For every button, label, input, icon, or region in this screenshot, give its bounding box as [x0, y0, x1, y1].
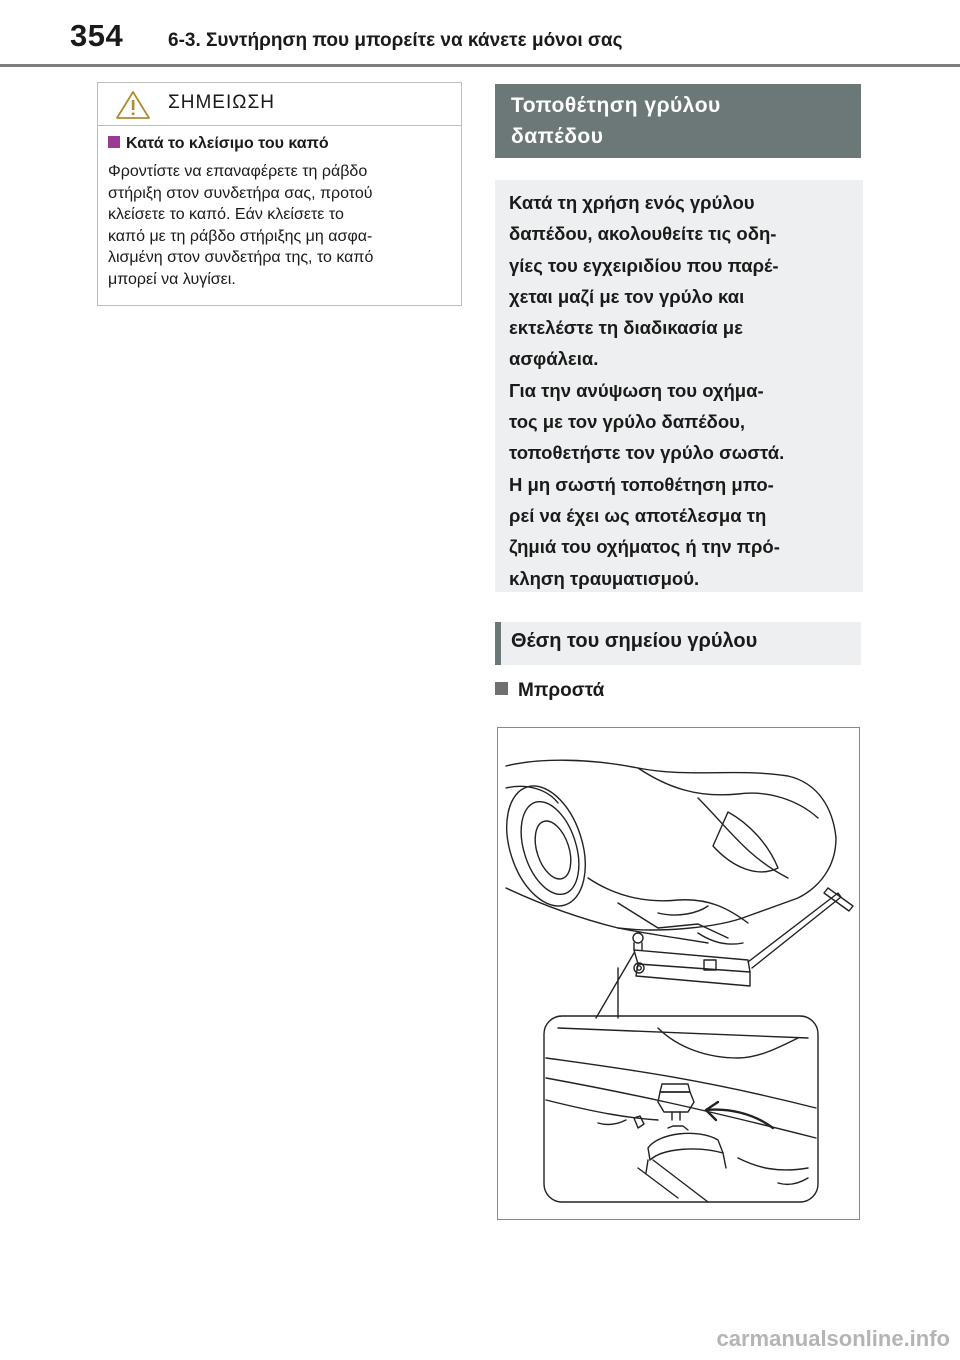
- intro-line: γίες του εγχειριδίου που παρέ-: [509, 254, 779, 276]
- intro-line: ρεί να έχει ως αποτέλεσμα τη: [509, 504, 767, 526]
- notice-header: [98, 83, 461, 126]
- notice-subtitle-text: Κατά το κλείσιμο του καπό: [126, 135, 329, 152]
- intro-line: ζημιά του οχήματος ή την πρό-: [509, 536, 780, 558]
- notice-line: στήριξη στον συνδετήρα σας, προτού: [108, 184, 373, 202]
- notice-body: [108, 161, 453, 290]
- intro-line: εκτελέστε τη διαδικασία με: [509, 317, 743, 339]
- jack-illustration-svg: [498, 728, 859, 1219]
- front-label: [495, 680, 604, 702]
- notice-box: [97, 82, 462, 306]
- notice-subtitle: [108, 135, 329, 153]
- page-number: 354: [70, 18, 124, 53]
- intro-line: ασφάλεια.: [509, 348, 599, 370]
- notice-line: μπορεί να λυγίσει.: [108, 270, 236, 288]
- page-header: [0, 0, 960, 66]
- header-divider: [0, 64, 960, 67]
- intro-line: τοποθετήστε τον γρύλο σωστά.: [509, 442, 785, 464]
- intro-box: [495, 180, 863, 592]
- square-bullet-icon: [108, 136, 120, 148]
- intro-line: χεται μαζί με τον γρύλο και: [509, 285, 745, 307]
- notice-title: ΣΗΜΕΙΩΣΗ: [168, 92, 275, 113]
- section-title-line: Τοποθέτηση γρύλου: [511, 94, 721, 117]
- section-title-line: δαπέδου: [511, 125, 604, 148]
- front-label-text: Μπροστά: [518, 680, 605, 701]
- warning-triangle-icon: [114, 89, 152, 126]
- jack-point-illustration: [497, 727, 860, 1220]
- footer-watermark: carmanualsonline.info: [716, 1326, 950, 1351]
- intro-line: δαπέδου, ακολουθείτε τις οδη-: [509, 223, 777, 245]
- square-bullet-icon: [495, 682, 508, 695]
- notice-line: λισμένη στον συνδετήρα της, το καπό: [108, 249, 374, 266]
- notice-line: κλείσετε το καπό. Εάν κλείσετε το: [108, 206, 344, 223]
- notice-line: καπό με τη ράβδο στήριξης μη ασφα-: [108, 227, 373, 245]
- intro-line: κληση τραυματισμού.: [509, 567, 700, 589]
- subsection-title: Θέση του σημείου γρύλου: [495, 622, 861, 665]
- intro-line: Κατά τη χρήση ενός γρύλου: [509, 192, 755, 213]
- section-title: [495, 84, 861, 158]
- intro-line: Για την ανύψωση του οχήμα-: [509, 379, 764, 401]
- intro-line: Η μη σωστή τοποθέτηση μπο-: [509, 473, 774, 495]
- chapter-title: 6-3. Συντήρηση που μπορείτε να κάνετε μόνοι σας: [168, 30, 623, 51]
- intro-line: τος με τον γρύλο δαπέδου,: [509, 411, 746, 433]
- notice-line: Φροντίστε να επαναφέρετε τη ράβδο: [108, 163, 368, 180]
